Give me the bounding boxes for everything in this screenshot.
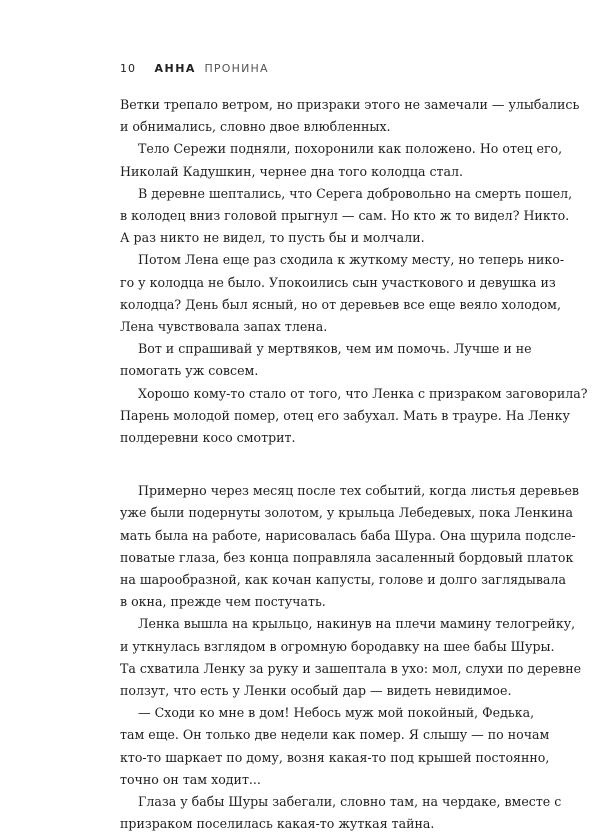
text-line: Потом Лена еще раз сходила к жуткому месту, но теперь нико- xyxy=(138,252,565,268)
body-text xyxy=(120,94,588,836)
text-line: Николай Кадушкин, чернее дна того колодца стал. xyxy=(120,163,463,179)
running-header xyxy=(120,62,269,75)
page-number: 10 xyxy=(120,62,136,75)
text-line: Вот и спрашивай у мертвяков, чем им помочь. Лучше и не xyxy=(138,341,532,357)
paragraph-p2 xyxy=(120,138,563,182)
text-line: ползут, что есть у Ленки особый дар — видеть невидимое. xyxy=(120,683,512,699)
paragraph-p10 xyxy=(120,791,562,835)
text-line: мать была на работе, нарисовалась баба Шура. Она щурила подсле- xyxy=(120,527,576,543)
text-line: Парень молодой помер, отец его забухал. Мать в трауре. На Ленку xyxy=(120,407,570,423)
text-line: Глаза у бабы Шуры забегали, словно там, на чердаке, вместе с xyxy=(138,794,562,810)
text-line: и уткнулась взглядом в огромную бородавку на шее бабы Шуры. xyxy=(120,638,555,654)
section-break xyxy=(120,449,512,480)
paragraph-p1 xyxy=(120,94,580,138)
author-first-name: АННА xyxy=(154,62,196,75)
paragraph-p4 xyxy=(120,249,565,338)
text-line: там еще. Он только две недели как помер. Я слышу — по ночам xyxy=(120,727,550,743)
paragraph-p9 xyxy=(120,702,550,791)
text-line: Примерно через месяц после тех событий, когда листья деревьев xyxy=(138,483,580,499)
text-line: Та схватила Ленку за руку и зашептала в ухо: мол, слухи по деревне xyxy=(120,660,582,676)
paragraph-p7 xyxy=(120,480,580,613)
text-line: А раз никто не видел, то пусть бы и молчали. xyxy=(120,230,425,246)
text-line: на шарообразной, как кочан капусты, голове и долго заглядывала xyxy=(120,572,566,588)
text-line: Хорошо кому-то стало от того, что Ленка с призраком заговорила? xyxy=(138,385,588,401)
paragraph-p5 xyxy=(120,338,532,382)
text-line: помогать уж совсем. xyxy=(120,363,259,379)
text-line: кто-то шаркает по дому, возня какая-то под крышей постоянно, xyxy=(120,749,550,765)
text-line: Тело Сережи подняли, похоронили как положено. Но отец его, xyxy=(138,141,563,157)
paragraph-p8 xyxy=(120,613,582,702)
text-line: точно он там ходит... xyxy=(120,771,261,787)
text-line: поватые глаза, без конца поправляла засаленный бордовый платок xyxy=(120,549,574,565)
text-line: и обнимались, словно двое влюбленных. xyxy=(120,119,391,135)
text-line: го у колодца не было. Упокоились сын участкового и девушка из xyxy=(120,274,556,290)
text-line: Лена чувствовала запах тлена. xyxy=(120,319,328,335)
text-line: уже были подернуты золотом, у крыльца Лебедевых, пока Ленкина xyxy=(120,505,574,521)
paragraph-p3 xyxy=(120,183,573,250)
text-line: Ленка вышла на крыльцо, накинув на плечи мамину телогрейку, xyxy=(138,616,576,632)
text-line: в окна, прежде чем постучать. xyxy=(120,594,326,610)
text-line: Ветки трепало ветром, но призраки этого не замечали — улыбались xyxy=(120,97,580,112)
author-last-name: ПРОНИНА xyxy=(204,62,269,75)
text-line: В деревне шептались, что Серега добровольно на смерть пошел, xyxy=(138,185,573,201)
text-line: призраком поселилась какая-то жуткая тайна. xyxy=(120,816,435,832)
paragraph-p6 xyxy=(120,383,588,450)
text-line: полдеревни косо смотрит. xyxy=(120,430,296,446)
text-line: в колодец вниз головой прыгнул — сам. Но кто ж то видел? Никто. xyxy=(120,208,570,224)
text-line: колодца? День был ясный, но от деревьев все еще веяло холодом, xyxy=(120,296,561,312)
text-line: — Сходи ко мне в дом! Небось муж мой покойный, Федька, xyxy=(138,705,535,721)
